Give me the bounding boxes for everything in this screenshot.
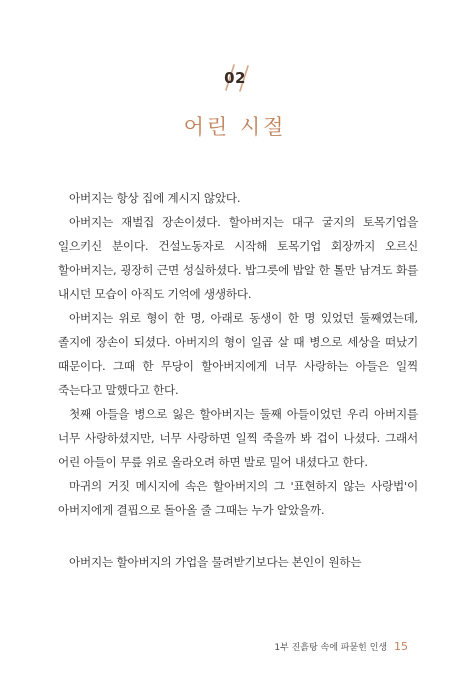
footer-section-title: 1부 진흙탕 속에 파묻힌 인생 bbox=[274, 643, 388, 653]
paragraph: 첫째 아들을 병으로 잃은 할아버지는 둘째 아들이었던 우리 아버지를 너무 사랑하셨지만, 너무 사랑하면 일찍 죽을까 봐 겁이 나셨다. 그래서 어린 아들이 무릎 위로 올라오려 하면 발로 밀어 내셨다고 한다. bbox=[58, 407, 418, 469]
page-footer bbox=[274, 640, 408, 653]
paragraph: 아버지는 항상 집에 계시지 않았다. bbox=[69, 191, 241, 205]
paragraph: 아버지는 위로 형이 한 명, 아래로 동생이 한 명 있었던 둘째였는데, 졸지에 장손이 되셨다. 아버지의 형이 일곱 살 때 병으로 세상을 떠났기 때문이다. 그때 한 무당이 할아버지에게 너무 사랑하는 아들은 일찍 죽는다고 말했다고 한다. bbox=[58, 311, 418, 397]
paragraph: 아버지는 할아버지의 가업을 물려받기보다는 본인이 원하는 bbox=[69, 555, 362, 569]
body-text bbox=[58, 186, 418, 574]
paragraph: 마귀의 거짓 메시지에 속은 할아버지의 그 '표현하지 않는 사랑법'이 아버지에게 결핍으로 돌아올 줄 그때는 누가 알았을까. bbox=[58, 479, 418, 517]
chapter-number: 02 bbox=[224, 69, 246, 87]
page-number: 15 bbox=[394, 640, 408, 653]
chapter-title: 어린 시절 bbox=[183, 115, 287, 139]
paragraph: 아버지는 재벌집 장손이셨다. 할아버지는 대구 굴지의 토목기업을 일으키신 분이다. 건설노동자로 시작해 토목기업 회장까지 오르신 할아버지는, 굉장히 근면 성실하셨다. 밥그릇에 밥알 한 톨만 남겨도 화를 내시던 모습이 아직도 기억에 생생하다. bbox=[58, 215, 418, 301]
